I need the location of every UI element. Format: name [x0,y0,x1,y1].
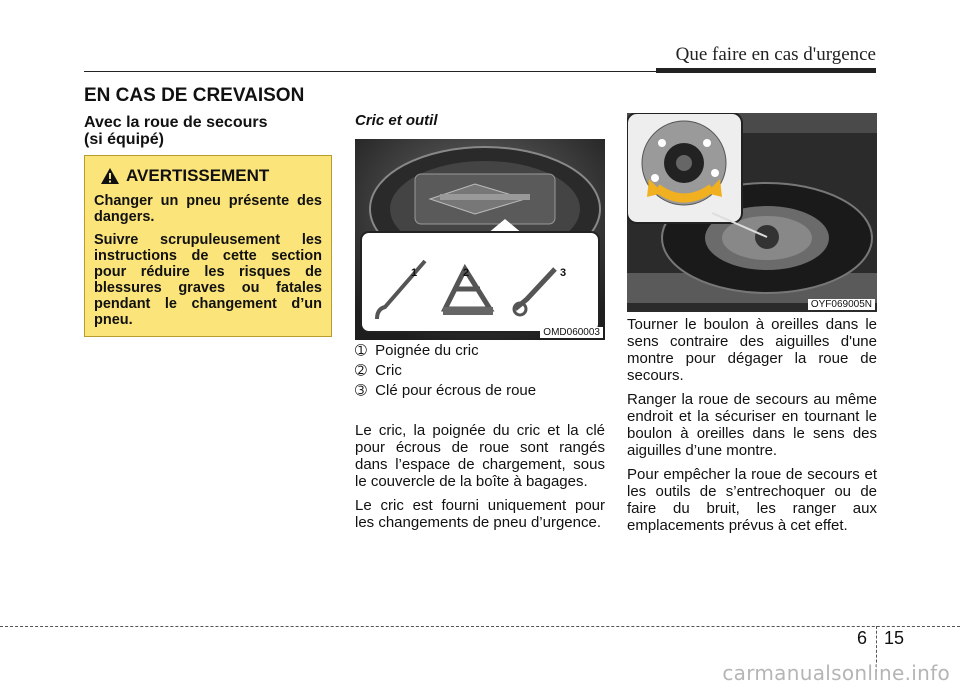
caption-3-text: Clé pour écrous de roue [375,382,537,399]
column-1 [84,114,332,148]
caption-3-num: ➂ [355,382,367,398]
column-2-subhead: Cric et outil [355,112,438,129]
section-title: EN CAS DE CREVAISON [84,85,305,106]
jack-usage-paragraph: Le cric est fourni uniquement pour les changements de pneu d’urgence. [355,497,605,531]
page-number: 15 [884,628,905,648]
figure-code-wheel: OYF069005N [808,299,875,310]
chapter-number: 6 [857,628,868,648]
caption-1-text: Poignée du cric [375,342,479,359]
caption-2 [355,362,402,379]
watermark: carmanualsonline.info [722,661,950,685]
warning-title: AVERTISSEMENT [126,166,270,185]
prevent-noise-paragraph: Pour empêcher la roue de secours et les outils de s’entrechoquer ou de faire du bruit, les ranger aux emplacements prévus à cet effet. [627,466,877,534]
header-rule-accent [656,68,876,73]
store-wheel-paragraph: Ranger la roue de secours au même endroit et la sécuriser en tournant le boulon à oreilles dans le sens des aiguilles d’une montre. [627,391,877,459]
warning-text-1: Changer un pneu présente des dangers. [94,193,322,225]
spare-wheel-illustration [627,113,877,312]
warning-text-2: Suivre scrupuleusement les instructions de cette section pour réduire les risques de blessures graves ou fatales pendant le changement d’un pneu. [94,232,322,328]
trunk-jack-illustration [355,139,605,340]
fig-label-1: 1 [411,267,418,279]
running-header: Que faire en cas d'urgence [675,44,876,65]
figure-spare-wheel [627,113,877,312]
warning-header [100,166,322,186]
jack-storage-paragraph: Le cric, la poignée du cric et la clé pour écrous de roue sont rangés dans l’espace de chargement, sous le couvercle de la boîte à bagages. [355,422,605,490]
loosen-bolt-paragraph: Tourner le boulon à oreilles dans le sens contraire des aiguilles d'une montre pour dégager la roue de secours. [627,316,877,384]
warning-box [84,155,332,337]
caption-3 [355,382,536,399]
caption-2-text: Cric [375,362,402,379]
fig-label-3: 3 [560,267,567,279]
caption-2-num: ➁ [355,362,367,378]
footer-rule [0,626,960,627]
warning-triangle-icon [100,167,120,185]
column-3-body [627,316,877,541]
caption-1-num: ➀ [355,342,367,358]
column-2-body [355,422,605,538]
subhead-if-equipped: (si équipé) [84,131,165,148]
fig-label-2: 2 [463,267,470,279]
caption-1 [355,342,479,359]
subhead-spare-wheel: Avec la roue de secours [84,114,268,131]
figure-code-jack: OMD060003 [540,327,603,338]
figure-jack-tools [355,139,605,340]
